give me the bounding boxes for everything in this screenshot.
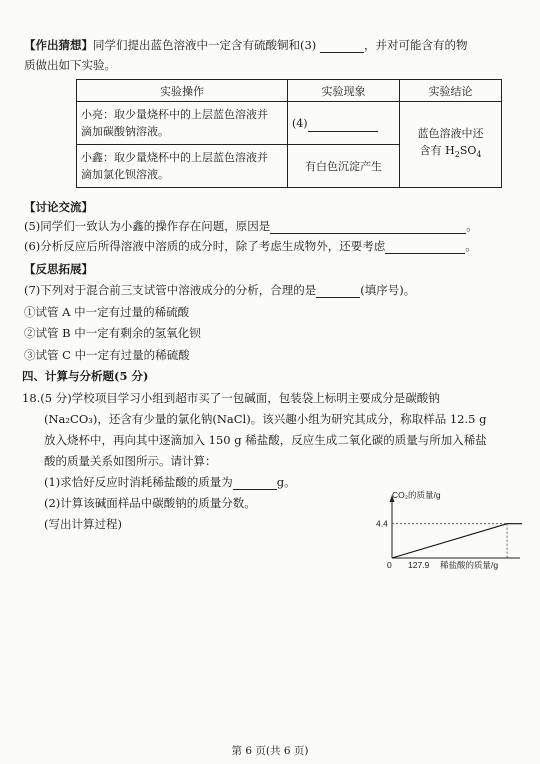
- co2-chart: [372, 490, 522, 570]
- guess-text-1: 同学们提出蓝色溶液中一定含有硫酸铜和(3): [93, 38, 317, 52]
- option-1: ①试管 A 中一定有过量的稀硫酸: [24, 305, 190, 319]
- series-line: [392, 524, 522, 558]
- row2-phenomenon: 有白色沉淀产生: [287, 145, 399, 188]
- blank-7[interactable]: [316, 284, 360, 298]
- p18-line-3: 放入烧杯中，再向其中逐滴加入 150 g 稀盐酸，反应生成二氧化碳的质量与所加入稀盐: [44, 433, 487, 447]
- blank-6[interactable]: [385, 240, 465, 254]
- blank-3[interactable]: [320, 39, 364, 53]
- q2-line: (2)计算该碱面样品中碳酸钠的质量分数。: [44, 496, 256, 510]
- blank-q1[interactable]: [233, 476, 277, 490]
- q1-line: (1)求恰好反应时消耗稀盐酸的质量为 g。: [44, 475, 296, 489]
- reflect-title: 【反思拓展】: [24, 262, 93, 276]
- y-axis-label: CO₂的质量/g: [392, 490, 441, 500]
- q2-note: (写出计算过程): [44, 517, 122, 531]
- blank-5[interactable]: [270, 220, 466, 234]
- option-2: ②试管 B 中一定有剩余的氢氧化钡: [24, 326, 201, 340]
- discuss-title: 【讨论交流】: [24, 200, 93, 214]
- guess-line-1: [24, 37, 520, 53]
- section4-title: 四、计算与分析题(5 分): [22, 369, 149, 383]
- option-3: ③试管 C 中一定有过量的稀硫酸: [24, 348, 190, 362]
- row1-operation: 小亮：取少量烧杯中的上层蓝色溶液并 滴加碳酸钠溶液。: [77, 102, 288, 145]
- page-footer: 第 6 页(共 6 页): [231, 745, 309, 757]
- blank-4[interactable]: [308, 118, 378, 132]
- guess-line-2: 质做出如下实验。: [24, 58, 116, 72]
- p18-line-4: 酸的质量关系如图所示。请计算：: [44, 454, 217, 468]
- table-row: [77, 102, 502, 145]
- conclusion-cell: 蓝色溶液中还 含有 $H_2SO_4$: [400, 102, 502, 188]
- header-phenomenon: 实验现象: [287, 80, 399, 102]
- x-tick-label: 127.9: [408, 560, 430, 570]
- p18-line-2: (Na₂CO₃)，还含有少量的氯化钠(NaCl)。该兴趣小组为研究其成分，称取样品 12.5 g: [44, 412, 487, 426]
- q5-line: (5)同学们一致认为小鑫的操作存在问题，原因是 。: [24, 219, 478, 233]
- guess-title: 【作出猜想】: [24, 38, 93, 52]
- x-axis-label: 稀盐酸的质量/g: [440, 560, 499, 570]
- q6-line: (6)分析反应后所得溶液中溶质的成分时，除了考虑生成物外，还要考虑 。: [24, 239, 477, 253]
- header-conclusion: 实验结论: [400, 80, 502, 102]
- y-tick-label: 4.4: [376, 518, 388, 529]
- row2-operation: 小鑫：取少量烧杯中的上层蓝色溶液并 滴加氯化钡溶液。: [77, 145, 288, 188]
- experiment-table: [76, 79, 502, 188]
- guess-text-2: ，并对可能含有的物: [363, 38, 468, 52]
- row1-phenomenon: (4): [287, 102, 399, 145]
- p18-line-1: 18.(5 分)学校项目学习小组到超市买了一包碱面，包装袋上标明主要成分是碳酸钠: [22, 391, 440, 405]
- q7-line: (7)下列对于混合前三支试管中溶液成分的分析，合理的是 (填序号)。: [24, 283, 416, 297]
- header-operation: 实验操作: [77, 80, 288, 102]
- origin-label: 0: [387, 560, 392, 570]
